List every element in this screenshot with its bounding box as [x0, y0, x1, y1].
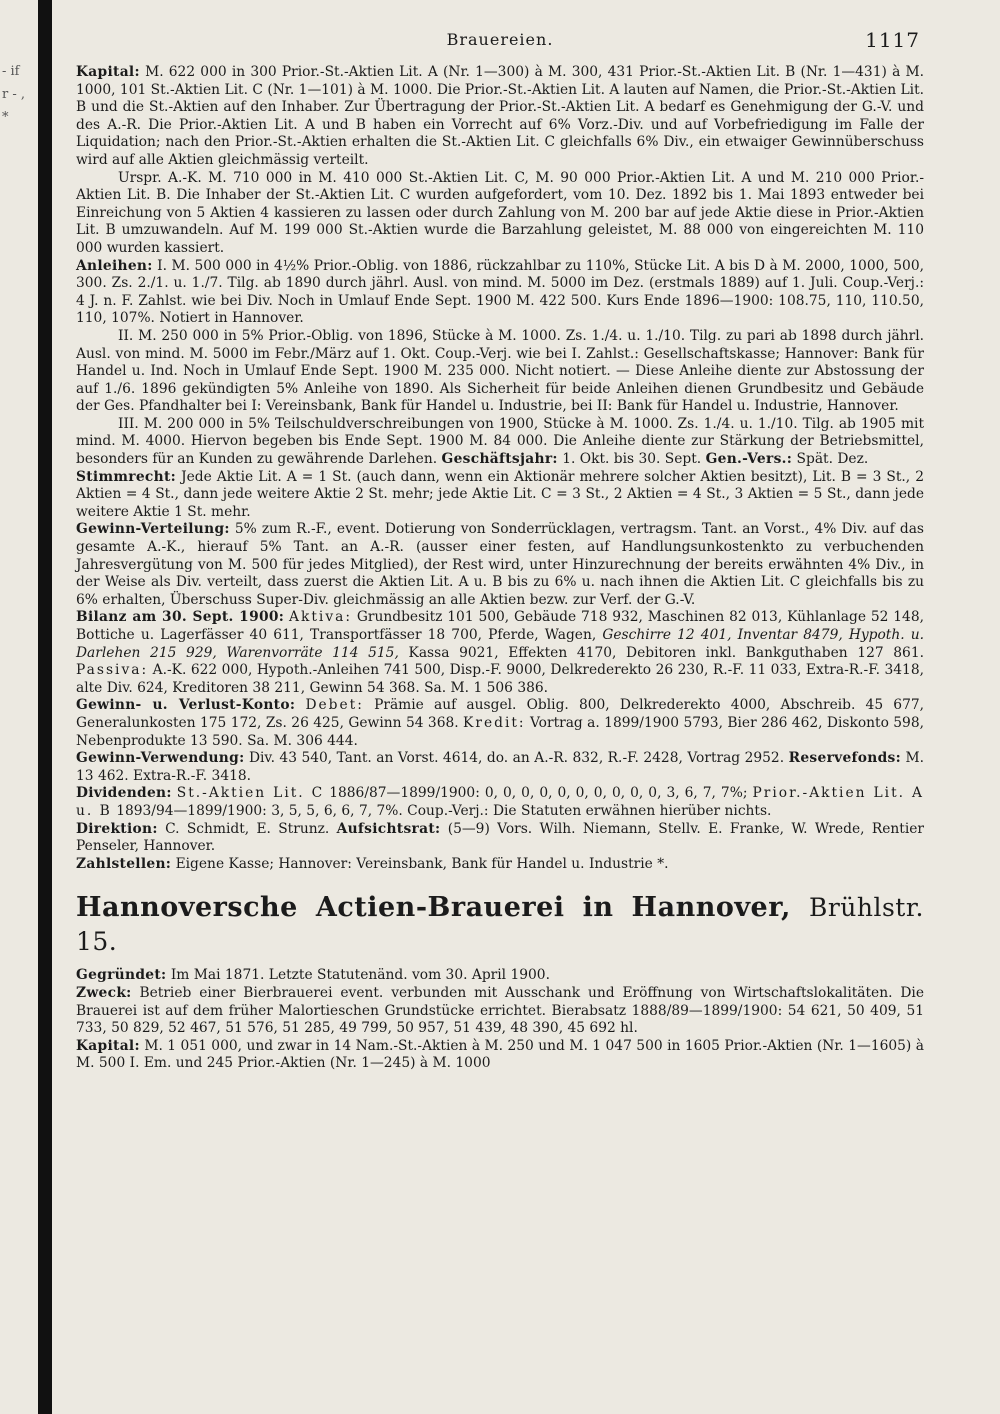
gewinn-verlust-paragraph [76, 697, 924, 750]
aufsichtsrat-text: (5—9) Vors. Wilh. Niemann, Stellv. E. Franke, W. Wrede, Rentier Penseler, Hannover. [76, 820, 924, 855]
direktion-paragraph [76, 821, 924, 856]
dividenden-text2: 1893/94—1899/1900: 3, 5, 5, 6, 6, 7, 7%. Coup.-Verj.: Die Statuten erwähnen hierüber nichts. [116, 802, 772, 819]
dividenden-label: Dividenden: [76, 785, 172, 802]
zahlstellen-text: Eigene Kasse; Hannover: Vereinsbank, Bank für Handel u. Industrie *. [175, 855, 669, 872]
gegruendet-paragraph [76, 967, 924, 985]
anleihen-label: Anleihen: [76, 257, 153, 274]
stimmrecht-label: Stimmrecht: [76, 468, 177, 485]
dividenden-prior-aktien: Prior.-Aktien Lit. A u. B [76, 785, 924, 819]
kapital2-text: M. 1 051 000, und zwar in 14 Nam.-St.-Aktien à M. 250 und M. 1 047 500 in 1605 Prior.-Aktien (Nr. 1—1605) à M. 500 I. Em. und 245 Prior.-Aktien (Nr. 1—245) à M. 1000 [76, 1037, 924, 1072]
kapital2-paragraph [76, 1038, 924, 1073]
gewinn-verwendung-label: Gewinn-Verwendung: [76, 750, 245, 767]
bilanz-text-a: Grundbesitz 101 500, Gebäude 718 932, Maschinen 82 013, Kühlanlage 52 148, Bottiche u. Lagerfässer 40 611, Transportfässer 18 700, Pferde, Wagen, [76, 609, 925, 643]
bilanz-paragraph [76, 609, 924, 697]
bilanz-text-b: Kassa 9021, Effekten 4170, Debitoren inkl. Bankguthaben 127 861. [408, 644, 924, 661]
dividenden-text: 1886/87—1899/1900: 0, 0, 0, 0, 0, 0, 0, 0, 0, 0, 3, 6, 7, 7%; [329, 785, 748, 802]
zahlstellen-paragraph [76, 856, 924, 874]
anleihen-text-iii: III. M. 200 000 in 5% Teilschuldverschreibungen von 1900, Stücke à M. 1000. Zs. 1./4. u. 1./10. Tilg. ab 1905 mit mind. M. 4000. Hiervon begeben bis Ende Sept. 1900 M. 84 000. Die Anleihe diente zur Stärkung der Betriebsmittel, besonders für an Kunden zu gewährende Darlehen. [76, 415, 924, 468]
gewinn-verteilung-text: 5% zum R.-F., event. Dotierung von Sonderrücklagen, vertragsm. Tant. an Vorst., 4% Div. auf das gesamte A.-K., hierauf 5% Tant. an A.-R. (ausser einer festen, auf Handlungsunkostenkto zu verbuchenden Jahresvergütung von M. 500 für jedes Mitglied), der Rest wird, unter Hinzurechnung der bereits erwähnten 4% Div., in der Weise als Div. verteilt, dass zuerst die Aktien Lit. A u. B bis zu 6% u. nach ihnen die Aktien Lit. C gleichfalls bis zu 6% erhalten, Überschuss Super-Div. gleichmässig an alle Aktien bezw. zur Verf. der G.-V. [76, 521, 924, 608]
geschaeftsjahr-label: Geschäftsjahr: [441, 451, 558, 468]
anleihen-text-i: I. M. 500 000 in 4½% Prior.-Oblig. von 1886, rückzahlbar zu 110%, Stücke Lit. A bis D à M. 2000, 1000, 500, 300. Zs. 2./1. u. 1./7. Tilg. ab 1890 durch jährl. Ausl. von mind. M. 5000 im Dez. (erstmals 1889) auf 1. Juli. Coup.-Verj.: 4 J. n. F. Zahlst. wie bei Div. Noch in Umlauf Ende Sept. 1900 M. 422 500. Kurs Ende 1896—1900: 108.75, 110, 110.50, 110, 107%. Notiert in Hannover. [76, 257, 924, 327]
anleihen-paragraph [76, 258, 924, 328]
anleihen-ii-paragraph: II. M. 250 000 in 5% Prior.-Oblig. von 1896, Stücke à M. 1000. Zs. 1./4. u. 1./10. Tilg. zu pari ab 1898 durch jährl. Ausl. von mind. M. 5000 im Febr./März auf 1. Okt. Coup.-Verj. wie bei I. Zahlst.: Gesellschaftskasse; Hannover: Bank für Handel u. Ind. Noch in Umlauf Ende Sept. 1900 M. 235 000. Nicht notiert. — Diese Anleihe diente zur Abstossung der auf 1./6. 1896 gekündigten 5% Anleihe von 1890. Als Sicherheit für beide Anleihen dienen Grundbesitz und Gebäude der Ges. Pfandhalter bei I: Vereinsbank, Bank für Handel u. Industrie, bei II: Bank für Handel u. Industrie, Hannover. [76, 327, 924, 415]
debet-text: Prämie auf ausgel. Oblig. 800, Delkrederekto 4000, Abschreib. 45 677, Generalunkosten 175 172, Zs. 26 425, Gewinn 54 368. [76, 697, 925, 731]
gen-vers-text: Spät. Dez. [796, 451, 869, 468]
gewinn-verlust-label: Gewinn- u. Verlust-Konto: [76, 697, 296, 714]
debet-label: Debet: [305, 697, 364, 714]
reservefonds-text: M. 13 462. Extra-R.-F. 3418. [76, 750, 924, 784]
margin-marks: - if r - , * [2, 64, 26, 125]
stimmrecht-text: Jede Aktie Lit. A = 1 St. (auch dann, wenn ein Aktionär mehrere solcher Aktien besitzt), Lit. B = 3 St., 2 Aktien = 4 St., dann jede weitere Aktie 2 St. mehr; jede Aktie Lit. C = 3 St., 2 Aktien = 4 St., 3 Aktien = 5 St., dann jede weitere Aktie 1 St. mehr. [76, 468, 924, 520]
firm-heading [76, 891, 924, 959]
gewinn-verwendung-text: Div. 43 540, Tant. an Vorst. 4614, do. an A.-R. 832, R.-F. 2428, Vortrag 2952. [248, 750, 785, 767]
bilanz-text-italic: Geschirre 12 401, Inventar 8479, Hypoth. u. Darlehen 215 929, Warenvorräte 114 515, [76, 627, 924, 661]
firm-address: Brühlstr. 15. [76, 893, 924, 957]
bilanz-label: Bilanz am 30. Sept. 1900: [76, 609, 285, 626]
zweck-paragraph [76, 985, 924, 1038]
firm-name: Hannoversche Actien-Brauerei in Hannover, [76, 892, 791, 924]
gewinn-verteilung-paragraph [76, 521, 924, 609]
kredit-text: Vortrag a. 1899/1900 5793, Bier 286 462, Diskonto 598, Nebenprodukte 13 590. Sa. M. 306 444. [76, 714, 924, 749]
bilanz-text-c: A.-K. 622 000, Hypoth.-Anleihen 741 500, Disp.-F. 9000, Delkrederekto 26 230, R.-F. 11 033, Extra-R.-F. 3418, alte Div. 624, Kreditoren 38 211, Gewinn 54 368. Sa. M. 1 506 386. [76, 662, 924, 696]
gewinn-verteilung-label: Gewinn-Verteilung: [76, 521, 230, 538]
dividenden-paragraph [76, 785, 924, 820]
gegruendet-text: Im Mai 1871. Letzte Statutenänd. vom 30. April 1900. [170, 967, 550, 984]
page-header [76, 14, 924, 64]
kapital-text: M. 622 000 in 300 Prior.-St.-Aktien Lit. A (Nr. 1—300) à M. 300, 431 Prior.-St.-Aktien Lit. B (Nr. 1—431) à M. 1000, 101 St.-Aktien Lit. C (Nr. 1—101) à M. 1000. Die Prior.-St.-Aktien Lit. A lauten auf Namen, die Prior.-St.-Aktien Lit. B und die St.-Aktien auf den Inhaber. Zur Übertragung der Prior.-St.-Aktien Lit. A bedarf es Genehmigung der G.-V. und des A.-R. Die Prior.-Aktien Lit. A und B haben ein Vorrecht auf 6% Vorz.-Div. und auf Vorbefriedigung im Falle der Liquidation; nach den Prior.-St.-Aktien erhalten die St.-Aktien Lit. C gleichfalls 6% Div., ein etwaiger Gewinnüberschuss wird auf alle Aktien gleichmässig verteilt. [76, 64, 924, 168]
geschaeftsjahr-text: 1. Okt. bis 30. Sept. [562, 451, 702, 468]
zweck-label: Zweck: [76, 984, 132, 1001]
aktiva-label: Aktiva: [289, 609, 352, 626]
running-title: Brauereien. [446, 30, 554, 49]
gegruendet-label: Gegründet: [76, 967, 167, 984]
kapital2-label: Kapital: [76, 1037, 140, 1054]
gen-vers-label: Gen.-Vers.: [705, 451, 793, 468]
kredit-label: Kredit: [463, 714, 526, 731]
passiva-label: Passiva: [76, 662, 149, 679]
kapital-paragraph [76, 64, 924, 170]
kapital-label: Kapital: [76, 64, 140, 80]
reservefonds-label: Reservefonds: [788, 750, 902, 767]
direktion-text: C. Schmidt, E. Strunz. [165, 820, 330, 837]
page-number: 1117 [865, 28, 920, 52]
zahlstellen-label: Zahlstellen: [76, 855, 172, 872]
page-content [76, 64, 924, 1073]
urspr-kapital-paragraph: Urspr. A.-K. M. 710 000 in M. 410 000 St.-Aktien Lit. C, M. 90 000 Prior.-Aktien Lit. A und M. 210 000 Prior.-Aktien Lit. B. Die Inhaber der St.-Aktien Lit. C wurden aufgefordert, vom 10. Dez. 1892 bis 1. Mai 1893 entweder bei Einreichung von 5 Aktien 4 kassieren zu lassen oder durch Zahlung von M. 200 bar auf jede Aktie diese in Prior.-Aktien Lit. B umzuwandeln. Auf M. 199 000 St.-Aktien wurde die Barzahlung geleistet, M. 88 000 von eingereichten M. 110 000 wurden kassiert. [76, 169, 924, 256]
anleihen-iii-paragraph [76, 416, 924, 469]
dividenden-st-aktien: St.-Aktien Lit. C [176, 785, 325, 802]
zweck-text: Betrieb einer Bierbrauerei event. verbunden mit Ausschank und Eröffnung von Wirtschaftslokalitäten. Die Brauerei ist auf dem früher Malortieschen Grundstücke errichtet. Bierabsatz 1888/89—1899/1900: 54 621, 50 409, 51 733, 50 829, 52 467, 51 576, 51 285, 49 799, 50 957, 51 439, 48 390, 45 692 hl. [76, 984, 925, 1037]
book-page [76, 14, 924, 1404]
direktion-label: Direktion: [76, 820, 158, 837]
book-binding-edge [38, 0, 52, 1414]
aufsichtsrat-label: Aufsichtsrat: [336, 820, 441, 837]
stimmrecht-paragraph [76, 469, 924, 522]
gewinn-verwendung-paragraph [76, 750, 924, 785]
